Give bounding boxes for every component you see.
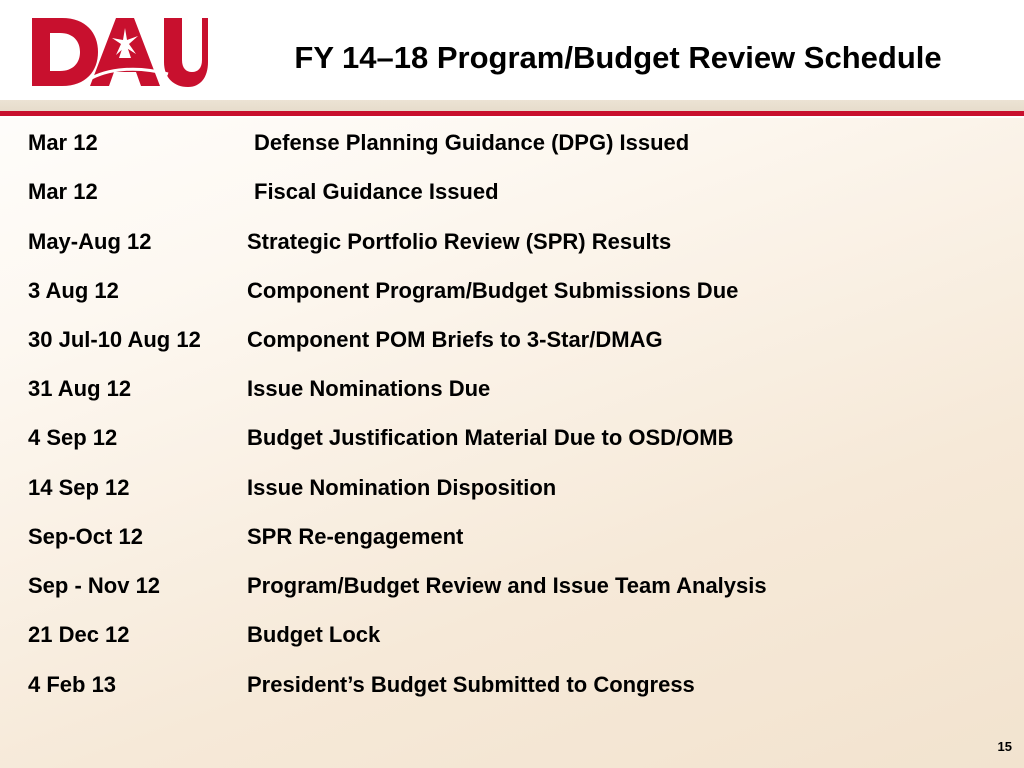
schedule-event: Budget Justification Material Due to OSD/OMB bbox=[247, 425, 734, 450]
schedule-event: Fiscal Guidance Issued bbox=[254, 179, 499, 204]
schedule-row bbox=[0, 622, 1024, 652]
schedule-row bbox=[0, 376, 1024, 406]
schedule-date: Sep - Nov 12 bbox=[28, 573, 161, 598]
schedule-row bbox=[0, 475, 1024, 505]
schedule-event: Issue Nomination Disposition bbox=[247, 475, 557, 500]
schedule-date: May-Aug 12 bbox=[28, 229, 152, 254]
schedule-row bbox=[0, 327, 1024, 357]
schedule-date: 31 Aug 12 bbox=[28, 376, 132, 401]
schedule-date: 21 Dec 12 bbox=[28, 622, 130, 647]
dau-logo bbox=[28, 14, 210, 90]
schedule-row bbox=[0, 278, 1024, 308]
schedule-row bbox=[0, 179, 1024, 209]
schedule-event: Strategic Portfolio Review (SPR) Results bbox=[247, 229, 672, 254]
schedule-date: Sep-Oct 12 bbox=[28, 524, 143, 549]
schedule-date: 4 Feb 13 bbox=[28, 672, 117, 697]
schedule-row bbox=[0, 672, 1024, 702]
schedule-event: President’s Budget Submitted to Congress bbox=[247, 672, 695, 697]
schedule-event: Budget Lock bbox=[247, 622, 381, 647]
schedule-event: Defense Planning Guidance (DPG) Issued bbox=[254, 130, 690, 155]
schedule-row bbox=[0, 573, 1024, 603]
schedule-event: SPR Re-engagement bbox=[247, 524, 464, 549]
schedule-event: Program/Budget Review and Issue Team Analysis bbox=[247, 573, 767, 598]
schedule-row bbox=[0, 524, 1024, 554]
schedule-date: Mar 12 bbox=[28, 130, 98, 155]
schedule-row bbox=[0, 229, 1024, 259]
schedule-date: 3 Aug 12 bbox=[28, 278, 119, 303]
page-number: 15 bbox=[997, 739, 1012, 754]
schedule-row bbox=[0, 425, 1024, 455]
slide-header bbox=[0, 0, 1024, 100]
schedule-date: Mar 12 bbox=[28, 179, 98, 204]
schedule-date: 4 Sep 12 bbox=[28, 425, 118, 450]
schedule-event: Component POM Briefs to 3-Star/DMAG bbox=[247, 327, 663, 352]
slide-title: FY 14–18 Program/Budget Review Schedule bbox=[294, 40, 942, 75]
schedule-row bbox=[0, 130, 1024, 160]
schedule-event: Issue Nominations Due bbox=[247, 376, 491, 401]
schedule-event: Component Program/Budget Submissions Due bbox=[247, 278, 739, 303]
header-white-rule bbox=[0, 116, 1024, 118]
schedule-date: 30 Jul-10 Aug 12 bbox=[28, 327, 201, 352]
schedule-date: 14 Sep 12 bbox=[28, 475, 130, 500]
